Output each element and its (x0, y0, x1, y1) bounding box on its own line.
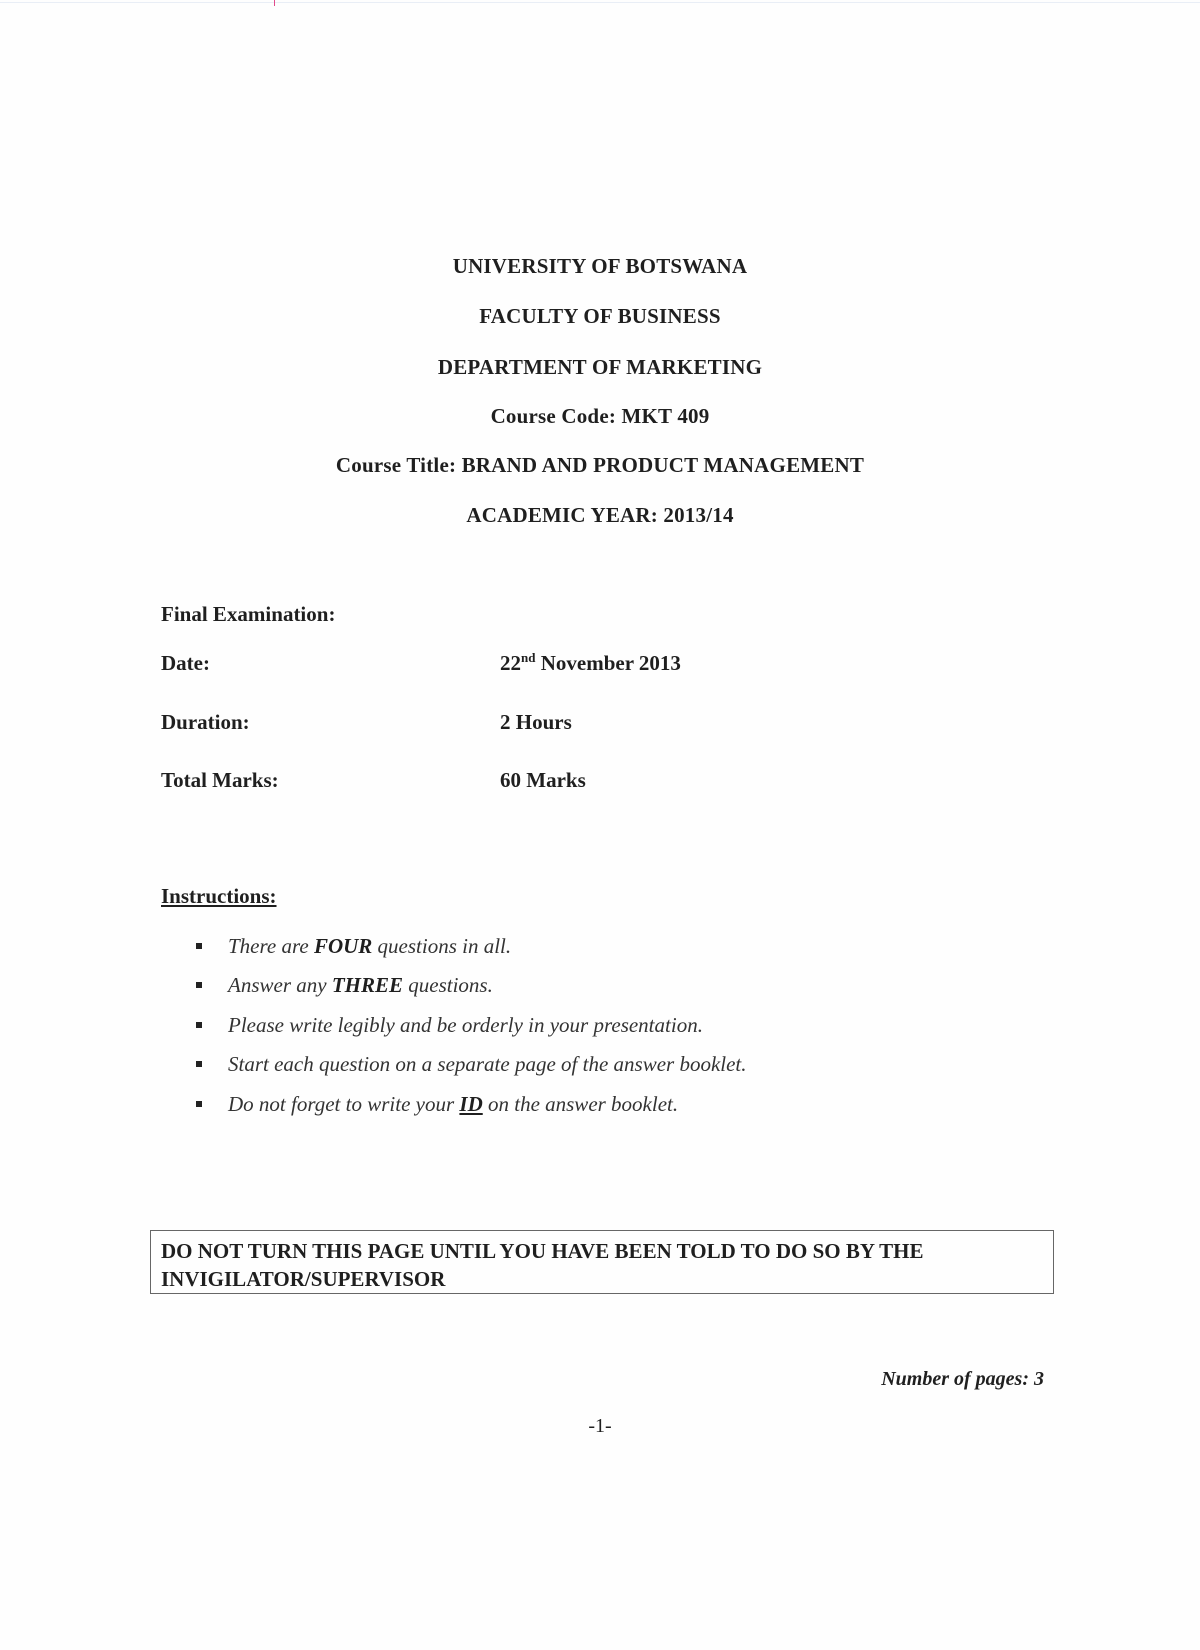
course-title: Course Title: BRAND AND PRODUCT MANAGEMENT (335, 453, 865, 477)
instruction-emphasis: FOUR (313, 934, 373, 958)
date-month-year: November 2013 (535, 651, 681, 675)
academic-year: ACADEMIC YEAR: 2013/14 (466, 503, 734, 527)
instruction-emphasis: ID (459, 1092, 483, 1116)
instruction-text: Start each question on a separate page of the answer booklet. (228, 1052, 747, 1076)
instructions-title: Instructions: (161, 884, 277, 908)
bullet-icon (196, 943, 202, 949)
scan-mark (274, 0, 275, 6)
duration-label: Duration: (161, 710, 250, 734)
instruction-text: Please write legibly and be orderly in your presentation. (228, 1013, 703, 1037)
bullet-icon (196, 1022, 202, 1028)
university-name: UNIVERSITY OF BOTSWANA (452, 254, 748, 278)
date-day: 22 (500, 651, 521, 675)
date-value (500, 651, 681, 675)
notice-box: DO NOT TURN THIS PAGE UNTIL YOU HAVE BEEN TOLD TO DO SO BY THE INVIGILATOR/SUPERVISOR (150, 1230, 1054, 1294)
page-number: -1- (588, 1415, 612, 1437)
scan-edge-line (0, 2, 1200, 3)
total-marks-label: Total Marks: (161, 768, 279, 792)
date-label: Date: (161, 651, 210, 675)
bullet-icon (196, 1061, 202, 1067)
course-code: Course Code: MKT 409 (490, 404, 710, 428)
bullet-icon (196, 1101, 202, 1107)
total-marks-value: 60 Marks (500, 768, 586, 792)
number-of-pages: Number of pages: 3 (881, 1368, 1044, 1390)
department-name: DEPARTMENT OF MARKETING (437, 355, 763, 379)
duration-value: 2 Hours (500, 710, 572, 734)
faculty-name: FACULTY OF BUSINESS (479, 304, 721, 328)
instruction-text: Answer any THREE questions. (228, 973, 493, 997)
exam-title: Final Examination: (161, 602, 336, 626)
instruction-text: There are FOUR questions in all. (228, 934, 512, 958)
bullet-icon (196, 982, 202, 988)
date-suffix: nd (521, 650, 536, 665)
instruction-text: Do not forget to write your ID on the answer booklet. (228, 1092, 679, 1116)
instruction-emphasis: THREE (331, 973, 404, 997)
